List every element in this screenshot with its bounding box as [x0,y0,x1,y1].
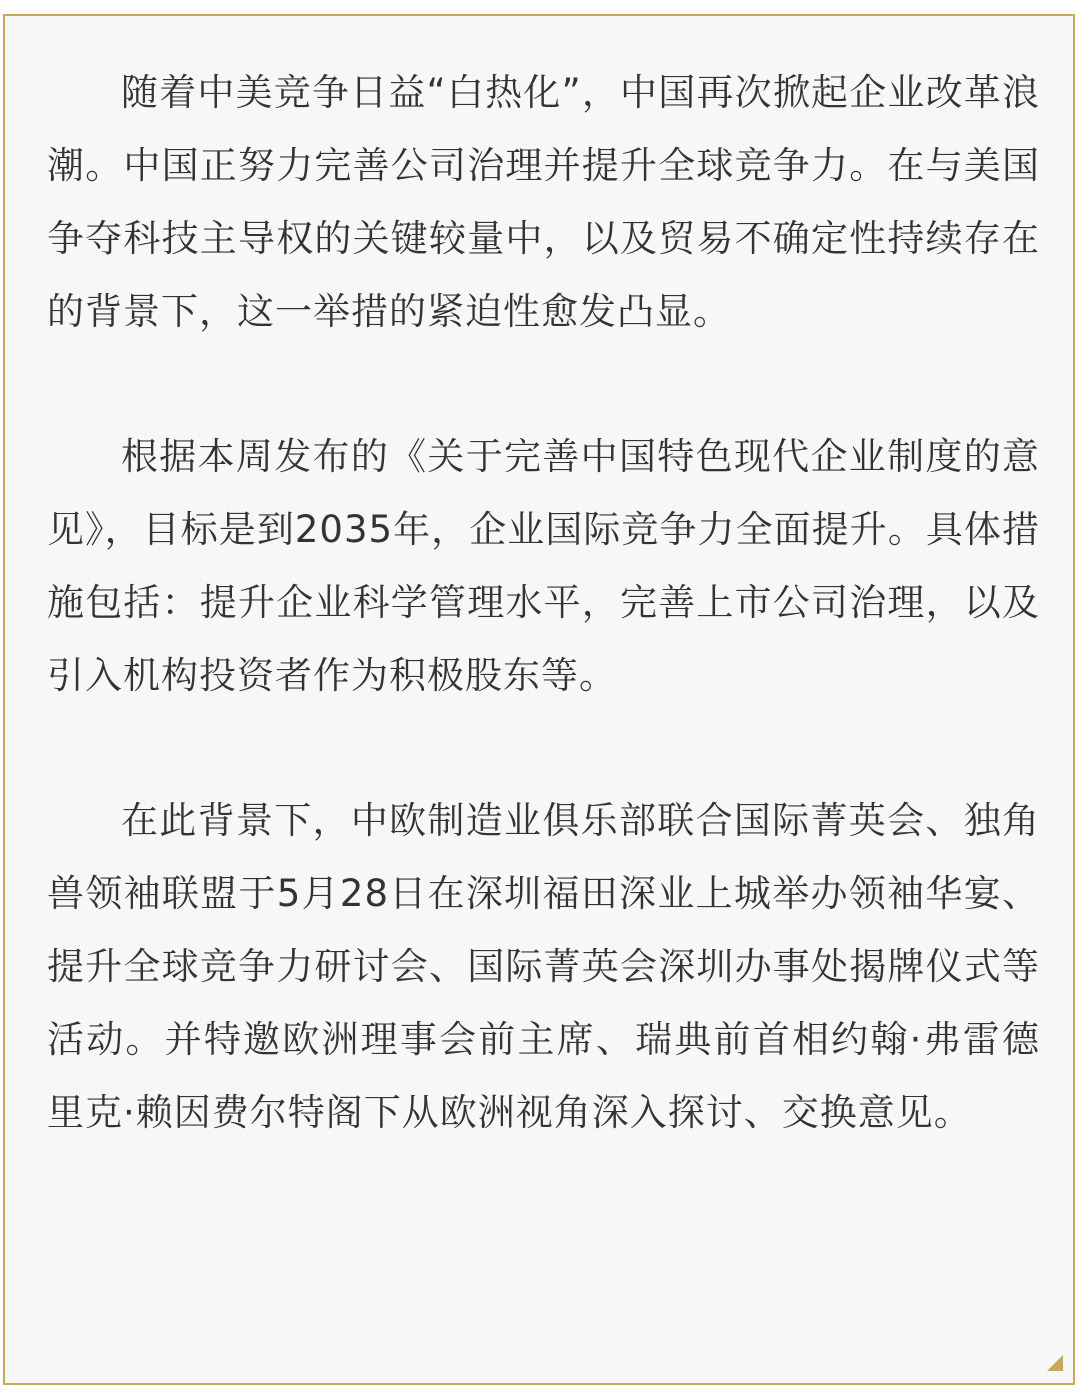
paragraph-1: 随着中美竞争日益“白热化”，中国再次掀起企业改革浪潮。中国正努力完善公司治理并提升全球竞争力。在与美国争夺科技主导权的关键较量中，以及贸易不确定性持续存在的背景下，这一举措的紧迫性愈发凸显。 [47,71,1040,333]
paragraph-2: 根据本周发布的《关于完善中国特色现代企业制度的意见》，目标是到2035年，企业国际竞争力全面提升。具体措施包括：提升企业科学管理水平，完善上市公司治理，以及引入机构投资者作为积极股东等。 [47,435,1040,697]
paragraph-3: 在此背景下，中欧制造业俱乐部联合国际菁英会、独角兽领袖联盟于5月28日在深圳福田深业上城举办领袖华宴、提升全球竞争力研讨会、国际菁英会深圳办事处揭牌仪式等活动。并特邀欧洲理事会前主席、瑞典前首相约翰·弗雷德里克·赖因费尔特阁下从欧洲视角深入探讨、交换意见。 [47,799,1040,1134]
article-body [47,56,1040,1149]
triangle-corner-icon [1047,1355,1063,1371]
article-frame [3,14,1075,1385]
